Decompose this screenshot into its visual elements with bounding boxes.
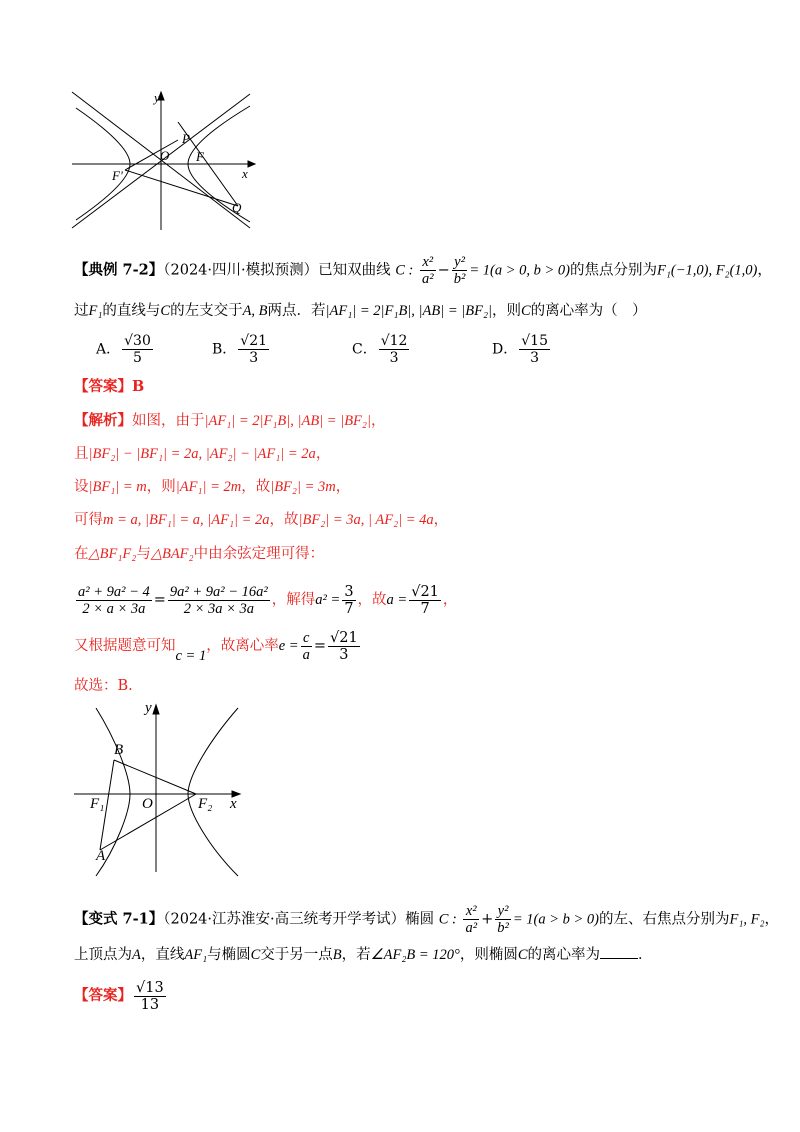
variant-tag: 【变式 7-1】 — [74, 910, 164, 928]
label-p: P — [182, 131, 190, 146]
answer-line — [74, 377, 144, 397]
variant-source: （2024·江苏淮安·高三统考开学考试） — [163, 911, 406, 928]
fraction-cos1: $\frac{\text{a² + 9a² − 4}}{2 \times a \times 3a}$ — [78, 583, 150, 617]
equation-condition: = 1(a > 0, b > 0) — [469, 262, 570, 279]
option-b[interactable] — [212, 333, 271, 366]
answer-options — [96, 333, 696, 373]
fraction-x2-a2: $\frac{\text{x²}}{\text{a²}}$ — [421, 254, 434, 287]
variant-7-1-line1: 【变式 7-1】（2024·江苏淮安·高三统考开学考试）椭圆 C : $\frac{\text{x²}}{\text{a²}}$ + $\frac{\text{y²}}{\text{b²}}$ = 1(a > b > 0)的左、右焦点分别为F₁, F₂， — [74, 903, 780, 936]
label-y: y — [145, 700, 152, 716]
fraction-sqrt21-3: $\frac{√21}{3}$ — [330, 629, 358, 663]
text: ，则 — [492, 303, 521, 319]
label-o: O — [142, 796, 153, 812]
example-text: 已知双曲线 — [318, 262, 391, 279]
hyperbola-right-branch — [188, 708, 238, 876]
option-fraction: $\frac{√30}{5}$ — [124, 333, 151, 366]
math: F₁ — [88, 303, 103, 319]
analysis-line6: $\frac{\text{a² + 9a² − 4}}{2 \times a \times 3a}$ = $\frac{\text{9a² + 9a² − 16a²}}{2 \times 3a \times 3a}$ ，解得a² = $\frac{3}{7}$ ，故a = $\frac{√21}{7}$ ， — [78, 583, 458, 617]
fraction-sqrt21-7: $\frac{√21}{7}$ — [411, 583, 439, 617]
label-x: x — [230, 796, 237, 812]
label-x: x — [242, 166, 248, 181]
option-label: C． — [352, 341, 377, 358]
option-fraction: $\frac{√21}{3}$ — [240, 333, 268, 366]
label-f: F — [196, 149, 204, 164]
option-fraction: $\frac{√15}{3}$ — [521, 333, 548, 366]
label-b: B — [114, 742, 124, 758]
option-label: A． — [96, 341, 121, 358]
label-f1: F₁ — [90, 796, 105, 812]
line-fprime-p — [125, 140, 178, 170]
math: C — [521, 303, 531, 319]
fraction-c-a: $\frac{c}{a}$ — [302, 629, 310, 663]
text: 过 — [74, 303, 89, 319]
foci-coordinates: F₁(−1,0), F₂(1,0) — [656, 262, 758, 279]
answer-blank[interactable] — [600, 944, 638, 959]
example-source: （2024·四川·模拟预测） — [163, 262, 319, 279]
math: |AF₁| = 2|F₁B|, |AB| = |BF₂| — [325, 303, 492, 319]
analysis-line1: 【解析】如图，由于|AF₁| = 2|F₁B|, |AB| = |BF₂|， — [74, 412, 386, 429]
hyperbola-figure-1 — [70, 88, 260, 236]
option-d[interactable] — [492, 333, 552, 366]
variant-7-1-line2: 上顶点为A，直线AF₁与椭圆C交于另一点B，若∠AF₂B = 120°，则椭圆C的离心率为 ． — [74, 944, 653, 965]
analysis-line4: 可得m = a, |BF₁| = a, |AF₁| = 2a，故|BF₂| = 3a, | AF₂| = 4a， — [74, 512, 449, 528]
answer-fraction: $\frac{√13}{13}$ — [136, 979, 164, 1013]
y-axis-arrow — [153, 705, 159, 714]
answer-value: B — [132, 378, 145, 395]
math: A, B — [242, 303, 268, 319]
curve-name: C : — [395, 262, 414, 279]
analysis-tag: 【解析】 — [74, 412, 132, 429]
option-a[interactable] — [96, 333, 155, 366]
option-fraction: $\frac{√12}{3}$ — [380, 333, 408, 366]
answer-tag: 【答案】 — [74, 987, 132, 1004]
example-tag: 【典例 7-2】 — [74, 261, 164, 279]
analysis-line5: 在△BF₁F₂与△BAF₂中由余弦定理可得： — [74, 546, 325, 562]
fraction-y2-b2: $\frac{\text{y²}}{\text{b²}}$ — [497, 903, 509, 936]
text: 的左支交于 — [170, 303, 243, 319]
fraction-3-7: $\frac{3}{7}$ — [344, 583, 354, 617]
fraction-y2-b2: $\frac{\text{y²}}{\text{b²}}$ — [453, 254, 466, 287]
example-7-2-line2 — [74, 301, 647, 321]
label-fprime: F' — [112, 168, 123, 183]
example-7-2-line1: 【典例 7-2】（2024·四川·模拟预测）已知双曲线 C : $\frac{\text{x²}}{\text{a²}}$ − $\frac{\text{y²}}{\text{b²}}$ = 1(a > 0, b > 0)的焦点分别为F₁(−1,0), F₂(1,0)， — [74, 254, 772, 287]
analysis-line2: 且|BF₂| − |BF₁| = 2a, |AF₂| − |AF₁| = 2a， — [74, 446, 331, 462]
answer-line-2 — [74, 976, 168, 1016]
option-label: B． — [212, 341, 237, 358]
analysis-line7: 又根据题意可知c = 1，故离心率e = $\frac{c}{a}$ = $\frac{√21}{3}$ — [74, 629, 358, 664]
fraction-x2-a2: $\frac{\text{x²}}{\text{a²}}$ — [465, 903, 478, 936]
label-a: A — [96, 848, 106, 864]
fraction-cos2: $\frac{\text{9a² + 9a² − 16a²}}{2 \times 3a \times 3a}$ — [169, 583, 268, 617]
hyperbola-figure-2 — [70, 700, 250, 878]
text: 的直线与 — [102, 303, 161, 319]
option-c[interactable] — [352, 333, 411, 366]
label-y: y — [154, 90, 160, 105]
x-axis-arrow — [248, 161, 255, 167]
text: 的离心率为（ ） — [530, 303, 647, 319]
label-q: Q — [232, 200, 242, 215]
foci-text: 的焦点分别为 — [569, 262, 657, 279]
label-o: O — [160, 148, 170, 163]
analysis-line8: 故选：B. — [74, 678, 133, 694]
label-f2: F₂ — [198, 796, 213, 812]
math: C — [160, 303, 171, 319]
answer-tag: 【答案】 — [74, 378, 132, 395]
segment-b-f2 — [114, 760, 196, 794]
text: 两点．若 — [267, 303, 326, 319]
option-label: D． — [492, 341, 518, 358]
analysis-line3: 设|BF₁| = m，则|AF₁| = 2m，故|BF₂| = 3m， — [74, 479, 351, 495]
